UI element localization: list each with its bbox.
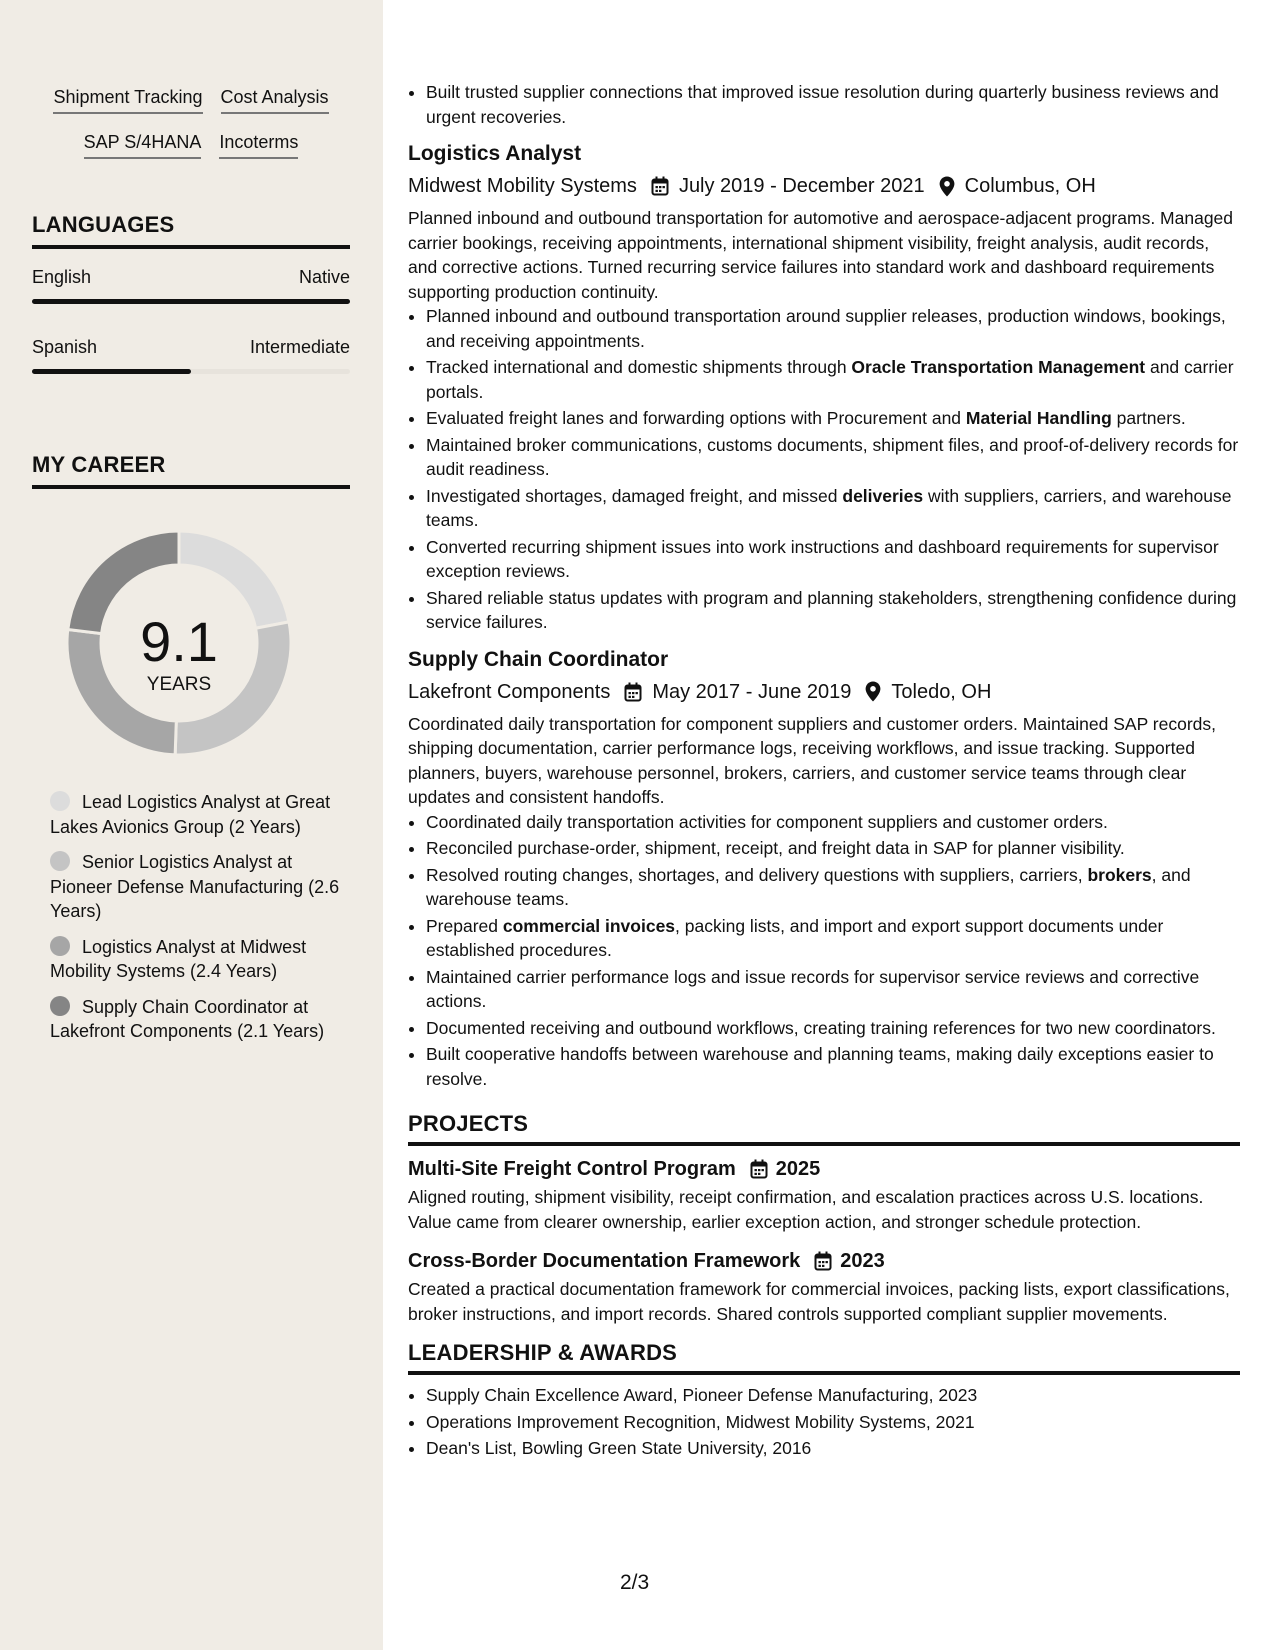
language-bar-fill <box>32 369 191 374</box>
language-name: English <box>32 267 92 287</box>
map-pin-icon <box>939 176 955 197</box>
job-location: Columbus, OH <box>964 175 1096 197</box>
legend-label: Logistics Analyst at Midwest Mobility Systems (2.4 Years) <box>50 936 307 981</box>
calendar-icon <box>750 1159 768 1179</box>
language-level: Native <box>298 267 350 287</box>
project-title-row <box>408 1248 1240 1274</box>
page-number: 2/3 <box>620 1571 650 1594</box>
skill-tag: Shipment Tracking <box>53 86 202 114</box>
main-content <box>408 80 1240 1463</box>
award-item: • Supply Chain Excellence Award, Pioneer Defense Manufacturing, 2023 <box>426 1383 1240 1408</box>
job-company: Lakefront Components <box>408 680 611 703</box>
career-unit: YEARS <box>146 674 212 695</box>
project-entry <box>408 1156 1240 1234</box>
legend-label: Lead Logistics Analyst at Great Lakes Avionics Group (2 Years) <box>50 792 331 837</box>
job-entry <box>408 647 1240 1092</box>
job-bullets <box>408 304 1240 635</box>
carryover-list <box>408 80 1240 129</box>
award-item: • Operations Improvement Recognition, Midwest Mobility Systems, 2021 <box>426 1410 1240 1435</box>
calendar-icon <box>814 1251 832 1271</box>
project-entry <box>408 1248 1240 1326</box>
job-title: Supply Chain Coordinator <box>408 647 669 671</box>
career-legend <box>50 790 340 1055</box>
experience-bullet: • Prepared commercial invoices, packing lists, and import and export support documents under established procedures. <box>426 914 1240 963</box>
experience-bullet: • Planned inbound and outbound transportation around supplier releases, production windows, bookings, and receiving appointments. <box>426 304 1240 353</box>
language-bar <box>32 369 350 374</box>
legend-label: Supply Chain Coordinator at Lakefront Components (2.1 Years) <box>50 996 325 1041</box>
skill-row <box>32 86 350 114</box>
career-legend-item <box>50 850 340 924</box>
legend-dot <box>50 791 70 811</box>
experience-bullet: • Tracked international and domestic shipments through Oracle Transportation Management and carrier portals. <box>426 355 1240 404</box>
legend-dot <box>50 851 70 871</box>
legend-dot <box>50 996 70 1016</box>
calendar-icon <box>651 176 669 196</box>
skill-row <box>32 131 350 159</box>
legend-label: Senior Logistics Analyst at Pioneer Defense Manufacturing (2.6 Years) <box>50 852 340 921</box>
career-heading: MY CAREER <box>32 452 350 489</box>
job-bullets <box>408 810 1240 1092</box>
experience-bullet: • Reconciled purchase-order, shipment, receipt, and freight data in SAP for planner visibility. <box>426 836 1240 861</box>
language-spanish <box>32 336 350 374</box>
career-legend-item <box>50 935 340 984</box>
experience-bullet: • Coordinated daily transportation activities for component suppliers and customer orders. <box>426 810 1240 835</box>
experience-bullet: • Resolved routing changes, shortages, and delivery questions with suppliers, carriers, brokers, and warehouse teams. <box>426 863 1240 912</box>
career-legend-item <box>50 790 340 839</box>
job-meta <box>408 173 1240 199</box>
projects-heading: PROJECTS <box>408 1111 1240 1146</box>
job-meta <box>408 679 1240 705</box>
project-desc: Created a practical documentation framework for commercial invoices, packing lists, export classifications, broker instructions, and import records. Shared controls supported compliant supplier movements. <box>408 1279 1230 1324</box>
job-company: Midwest Mobility Systems <box>408 175 637 197</box>
job-location: Toledo, OH <box>891 680 992 703</box>
language-english <box>32 266 350 304</box>
map-pin-icon <box>865 681 881 702</box>
project-year: 2023 <box>840 1250 885 1272</box>
experience-bullet: • Built cooperative handoffs between warehouse and planning teams, making daily exceptions easier to resolve. <box>426 1042 1240 1091</box>
career-total: 9.1 <box>140 610 218 673</box>
experience-bullet: • Shared reliable status updates with program and planning stakeholders, strengthening confidence during service failures. <box>426 586 1240 635</box>
experience-bullet: • Maintained broker communications, customs documents, shipment files, and proof-of-delivery records for audit readiness. <box>426 433 1240 482</box>
skill-tag: Cost Analysis <box>221 86 329 114</box>
experience-bullet: • Built trusted supplier connections that improved issue resolution during quarterly business reviews and urgent recoveries. <box>426 80 1240 129</box>
language-name: Spanish <box>32 337 98 357</box>
career-legend-item <box>50 995 340 1044</box>
project-desc: Aligned routing, shipment visibility, receipt confirmation, and escalation practices across U.S. locations. Value came from clearer ownership, earlier exception action, and stronger schedule protection. <box>408 1187 1204 1232</box>
experience-bullet: • Maintained carrier performance logs and issue records for supervisor service reviews and corrective actions. <box>426 965 1240 1014</box>
calendar-icon <box>624 682 642 702</box>
legend-dot <box>50 936 70 956</box>
language-bar <box>32 299 350 304</box>
job-dates: May 2017 - June 2019 <box>652 680 852 703</box>
experience-bullet: • Documented receiving and outbound workflows, creating training references for two new coordinators. <box>426 1016 1240 1041</box>
project-year: 2025 <box>775 1158 821 1180</box>
job-summary: Coordinated daily transportation for component suppliers and customer orders. Maintained SAP records, shipping documentation, carrier performance logs, receiving workflows, and issue tracking. Supported planners, buyers, warehouse personnel, brokers, carriers, and customer service teams through clear updates and consistent handoffs. <box>408 713 1217 807</box>
job-entry <box>408 141 1240 635</box>
job-summary: Planned inbound and outbound transportation for automotive and aerospace-adjacent programs. Managed carrier bookings, receiving appointments, international shipment visibility, freight analysis, audit records, and corrective actions. Turned recurring service failures into standard work and dashboard requirements supporting production continuity. <box>408 208 1234 302</box>
job-dates: July 2019 - December 2021 <box>678 175 925 197</box>
language-bar-fill <box>32 299 350 304</box>
experience-bullet: • Investigated shortages, damaged freight, and missed deliveries with suppliers, carriers, and warehouse teams. <box>426 484 1240 533</box>
awards-list <box>408 1383 1240 1461</box>
career-donut-chart <box>64 528 294 758</box>
job-title: Logistics Analyst <box>408 142 582 165</box>
experience-bullet: • Evaluated freight lanes and forwarding options with Procurement and Material Handling partners. <box>426 406 1240 431</box>
language-level: Intermediate <box>249 337 350 357</box>
skills-list <box>32 86 350 176</box>
award-item: • Dean's List, Bowling Green State University, 2016 <box>426 1436 1240 1461</box>
sidebar <box>0 0 383 1650</box>
skill-tag: Incoterms <box>219 131 298 159</box>
project-title: Cross-Border Documentation Framework <box>408 1250 801 1272</box>
project-title-row <box>408 1156 1240 1182</box>
languages-heading: LANGUAGES <box>32 212 350 249</box>
experience-bullet: • Converted recurring shipment issues into work instructions and dashboard requirements for supervisor exception reviews. <box>426 535 1240 584</box>
awards-heading: LEADERSHIP & AWARDS <box>408 1340 1240 1375</box>
project-title: Multi-Site Freight Control Program <box>408 1158 736 1180</box>
skill-tag: SAP S/4HANA <box>84 131 202 159</box>
